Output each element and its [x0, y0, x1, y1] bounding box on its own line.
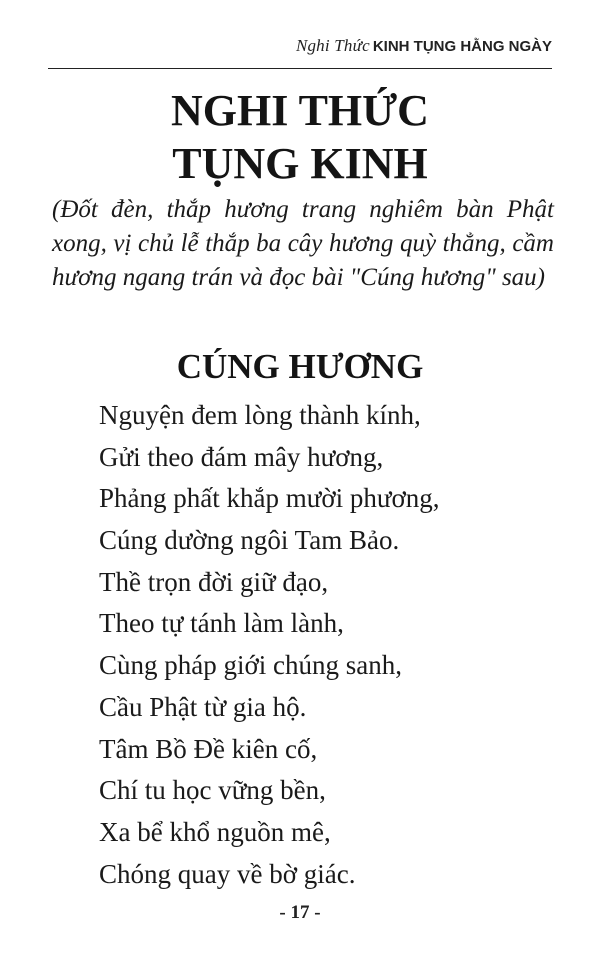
- verse-line: Cùng pháp giới chúng sanh,: [99, 650, 402, 681]
- verse-line: Xa bể khổ nguồn mê,: [99, 816, 331, 847]
- page-number: - 17 -: [279, 902, 321, 923]
- verse-line: Phảng phất khắp mười phương,: [99, 483, 440, 514]
- verse-line: Gửi theo đám mây hương,: [99, 441, 384, 472]
- running-header: [48, 36, 552, 69]
- ritual-instruction: (Đốt đèn, thắp hương trang nghiêm bàn Phật xong, vị chủ lễ thắp ba cây hương quỳ thẳng, cầm hương ngang trán và đọc bài "Cúng hương" sau): [52, 196, 554, 291]
- verse-line: Nguyện đem lòng thành kính,: [99, 400, 421, 430]
- page-title-line-1: NGHI THỨC: [171, 86, 429, 135]
- verse-list: [99, 395, 440, 895]
- running-header-script: Nghi Thức: [295, 36, 370, 55]
- verse-line: Cầu Phật từ gia hộ.: [99, 691, 307, 722]
- verse-line: Cúng dường ngôi Tam Bảo.: [99, 525, 400, 556]
- verse-line: Thề trọn đời giữ đạo,: [99, 566, 329, 597]
- verse-line: Theo tự tánh làm lành,: [99, 608, 344, 639]
- verse-line: Tâm Bồ Đề kiên cố,: [99, 733, 318, 764]
- verse-line: Chí tu học vững bền,: [99, 775, 326, 806]
- verse-line: Chóng quay về bờ giác.: [99, 858, 356, 889]
- running-header-caps: KINH TỤNG HẰNG NGÀY: [372, 38, 552, 55]
- section-title: CÚNG HƯƠNG: [176, 347, 424, 386]
- page-title-line-2: TỤNG KINH: [172, 139, 428, 188]
